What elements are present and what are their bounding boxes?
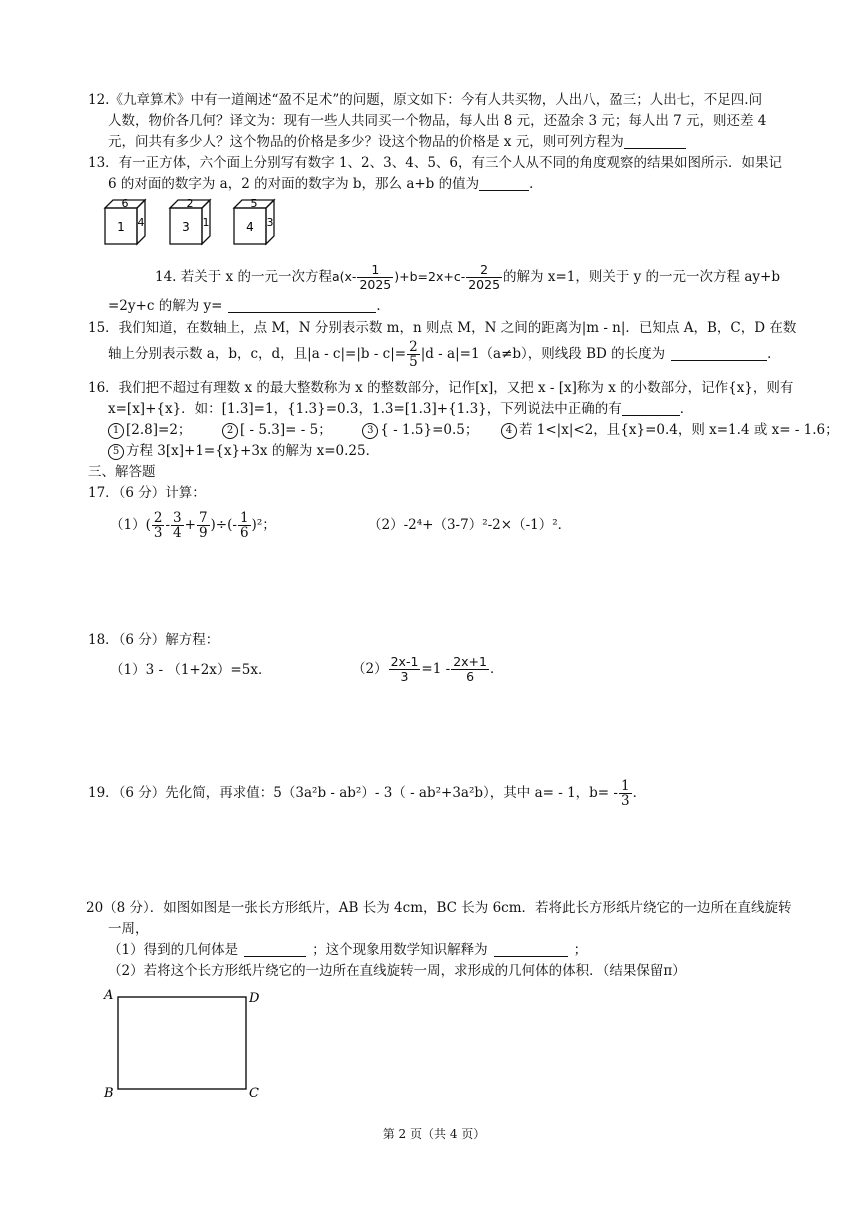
q20-line3 <box>108 940 587 960</box>
q17-frac-3-num: 7 <box>198 510 208 526</box>
q14-x: x- <box>344 269 357 284</box>
q15-line2-a: 轴上分别表示数 a，b，c，d，且|a - c|=|b - c|= <box>108 346 407 362</box>
q14-frac-2-den: 2025 <box>468 277 501 292</box>
q14-answer-blank[interactable] <box>228 298 376 313</box>
q13-answer-blank[interactable] <box>479 176 529 191</box>
q16-opt5: 方程 3[x]+1={x}+3x 的解为 x=0.25． <box>126 443 380 459</box>
q20-line3-b: ；这个现象用数学知识解释为 <box>312 942 488 958</box>
q15-line2-b: |d - a|=1（a≠b），则线段 BD 的长度为 <box>420 346 666 362</box>
q18-part2 <box>352 650 503 688</box>
q14-text-1: 14. 若关于 x 的一元一次方程 <box>155 269 332 285</box>
q18-part2-label: （2） <box>352 661 388 677</box>
label-c: C <box>249 1086 259 1101</box>
q15-frac-den: 5 <box>409 354 418 370</box>
q16-opt4-marker: 4 <box>501 423 517 439</box>
q20-rectangle-figure <box>100 985 270 1103</box>
q12-line1: 12.《九章算术》中有一道阐述“盈不足术”的问题，原文如下：今有人共买物，人出八，盈三；人出七，不足四.问 <box>88 92 763 108</box>
q14-lparen: ( <box>339 269 345 284</box>
page-footer: 第 2 页（共 4 页） <box>382 1127 486 1141</box>
q14-line2 <box>108 296 390 316</box>
q14-frac-1-num: 1 <box>357 263 393 278</box>
cube-3 <box>234 197 274 244</box>
q20-explain-blank[interactable] <box>494 942 568 957</box>
q17-frac-4-den: 6 <box>239 525 249 541</box>
q16-options-row1 <box>108 420 839 440</box>
q17-frac-3-den: 9 <box>198 525 208 541</box>
q15-answer-blank[interactable] <box>671 346 767 361</box>
q14-mid: )+b=2x+c- <box>394 269 466 284</box>
q17-part2: （2）-2⁴+（3-7）²-2×（-1）²． <box>368 517 572 533</box>
q16-opt5-marker: 5 <box>108 444 124 460</box>
label-a: A <box>104 988 114 1003</box>
q17-frac-4-num: 1 <box>239 510 249 526</box>
q14-line2-end: ． <box>376 298 390 314</box>
q17-op-1: - <box>165 517 171 533</box>
label-b: B <box>104 1086 114 1101</box>
q18-part1: （1）3 - （1+2x）=5x． <box>110 662 272 678</box>
q19-text: 19．（6 分）先化简，再求值：5（3a²b - ab²）- 3（ - ab²+3a²b），其中 a= - 1，b= - <box>88 785 618 801</box>
q20-line3-c: ； <box>573 942 588 958</box>
q17-frac-1-den: 3 <box>153 525 163 541</box>
q17-frac-1-num: 2 <box>153 510 163 526</box>
q17-frac-3 <box>197 511 210 540</box>
q17-frac-2 <box>171 511 184 540</box>
q15-frac <box>407 340 420 369</box>
q18-mid: =1 - <box>421 661 451 677</box>
cube-2-front: 3 <box>182 220 190 234</box>
q19-frac-den: 3 <box>620 793 630 809</box>
q15-line2 <box>108 338 781 370</box>
q16-opt2-marker: 2 <box>222 423 238 439</box>
q20-line3-a: （1）得到的几何体是 <box>108 942 239 958</box>
q13-line2-text: 6 的对面的数字为 a，2 的对面的数字为 b，那么 a+b 的值为 <box>108 176 480 192</box>
q19-frac <box>619 779 632 808</box>
q20-line4: （2）若将这个长方形纸片绕它的一边所在直线旋转一周，求形成的几何体的体积．（结果保留π） <box>108 963 686 979</box>
q16-opt3-marker: 3 <box>362 423 378 439</box>
q16-opt4: 若 1<|x|<2，且{x}=0.4，则 x=1.4 或 x= - 1.6； <box>518 422 839 438</box>
q16-answer-blank[interactable] <box>622 401 680 416</box>
q16-line2-end: ． <box>679 401 694 417</box>
q17-part1 <box>110 508 276 542</box>
q17-op-3: )÷(- <box>210 517 237 533</box>
q16-opt1-marker: 1 <box>108 423 124 439</box>
cube-2-side: 1 <box>202 216 210 229</box>
cube-2 <box>170 197 210 244</box>
q17-title: 17．（6 分）计算： <box>88 485 206 501</box>
q12-line2: 人数，物价各几何？译文为：现有一些人共同买一个物品，每人出 8 元，还盈余 3 元；每人出 7 元，则还差 4 <box>108 113 767 129</box>
q17-op-2: + <box>184 517 196 533</box>
q13-line1: 13．有一正方体，六个面上分别写有数字 1、2、3、4、5、6，有三个人从不同的角度观察的结果如图所示．如果记 <box>88 155 783 171</box>
q16-line1: 16．我们把不超过有理数 x 的最大整数称为 x 的整数部分，记作[x]，又把 x - [x]称为 x 的小数部分，记作{x}，则有 <box>88 380 794 396</box>
section-title-solutions: 三、解答题 <box>88 464 156 480</box>
cube-3-side: 3 <box>266 216 274 229</box>
cube-1-side: 4 <box>137 216 145 229</box>
q14-frac-1 <box>357 263 393 292</box>
q18-frac-1-den: 3 <box>400 669 409 684</box>
q16-line2 <box>108 399 693 419</box>
q14-text-2: 的解为 x=1，则关于 y 的一元一次方程 ay+b <box>503 269 780 285</box>
q20-line1: 20（8 分）．如图如图是一张长方形纸片，AB 长为 4cm，BC 长为 6cm．若将此长方形纸片绕它的一边所在直线旋转 <box>86 900 792 916</box>
q17-frac-4 <box>238 511 251 540</box>
q14-line2-text: =2y+c 的解为 y= <box>108 298 223 314</box>
cube-1-front: 1 <box>117 220 125 234</box>
cube-2-top: 2 <box>186 197 194 210</box>
q16-opt1: [2.8]=2； <box>126 422 192 438</box>
q16-opt2: [ - 5.3]= - 5； <box>240 422 332 438</box>
cube-3-front: 4 <box>246 220 254 234</box>
q17-frac-2-num: 3 <box>173 510 182 526</box>
q18-title: 18．（6 分）解方程： <box>88 632 220 648</box>
q14-a: a <box>331 269 340 284</box>
q13-line2-end: ． <box>529 176 543 192</box>
q13-cubes-figure <box>100 196 310 250</box>
cube-1 <box>105 197 145 244</box>
q16-opt3: { - 1.5}=0.5； <box>380 422 479 438</box>
q18-frac-1 <box>389 655 421 684</box>
q16-options-row2 <box>108 441 379 461</box>
q20-line2: 一周， <box>108 921 149 937</box>
q14-frac-1-den: 2025 <box>359 277 392 292</box>
q14-frac-2-num: 2 <box>466 263 502 278</box>
q17-op-4: )²； <box>251 517 276 533</box>
q18-frac-2-num: 2x+1 <box>453 654 487 669</box>
q17-part1-label: （1） <box>110 517 146 533</box>
q12-answer-blank[interactable] <box>624 134 686 149</box>
q18-end: ． <box>489 661 504 677</box>
cube-1-top: 6 <box>121 197 129 210</box>
q19-end: ． <box>632 785 647 801</box>
q20-shape-blank[interactable] <box>244 942 306 957</box>
q14-line1 <box>155 260 780 294</box>
q15-line2-end: ． <box>767 346 781 362</box>
q18-frac-2-den: 6 <box>466 669 475 684</box>
q15-frac-num: 2 <box>409 339 418 355</box>
rectangle-abcd <box>118 997 246 1089</box>
q17-lparen: ( <box>145 517 151 533</box>
q12-line3 <box>108 132 686 152</box>
q13-line2 <box>108 174 543 194</box>
q17-frac-2-den: 4 <box>173 525 182 541</box>
q17-frac-1 <box>152 511 165 540</box>
q18-frac-1-num: 2x-1 <box>390 654 419 669</box>
q12-line3-text: 元，问共有多少人？这个物品的价格是多少？设这个物品的价格是 x 元，则可列方程为 <box>108 134 624 150</box>
q15-line1: 15．我们知道，在数轴上，点 M，N 分别表示数 m，n 则点 M，N 之间的距离为|m - n|．已知点 A，B，C，D 在数 <box>88 320 797 336</box>
q14-frac-2 <box>466 263 502 292</box>
q19-frac-num: 1 <box>620 778 630 794</box>
label-d: D <box>249 991 260 1006</box>
cube-3-top: 5 <box>250 197 258 210</box>
q16-line2-text: x=[x]+{x}．如：[1.3]=1，{1.3}=0.3，1.3=[1.3]+{1.3}，下列说法中正确的有 <box>108 401 622 417</box>
q18-frac-2 <box>451 655 489 684</box>
q19-line <box>88 776 646 810</box>
